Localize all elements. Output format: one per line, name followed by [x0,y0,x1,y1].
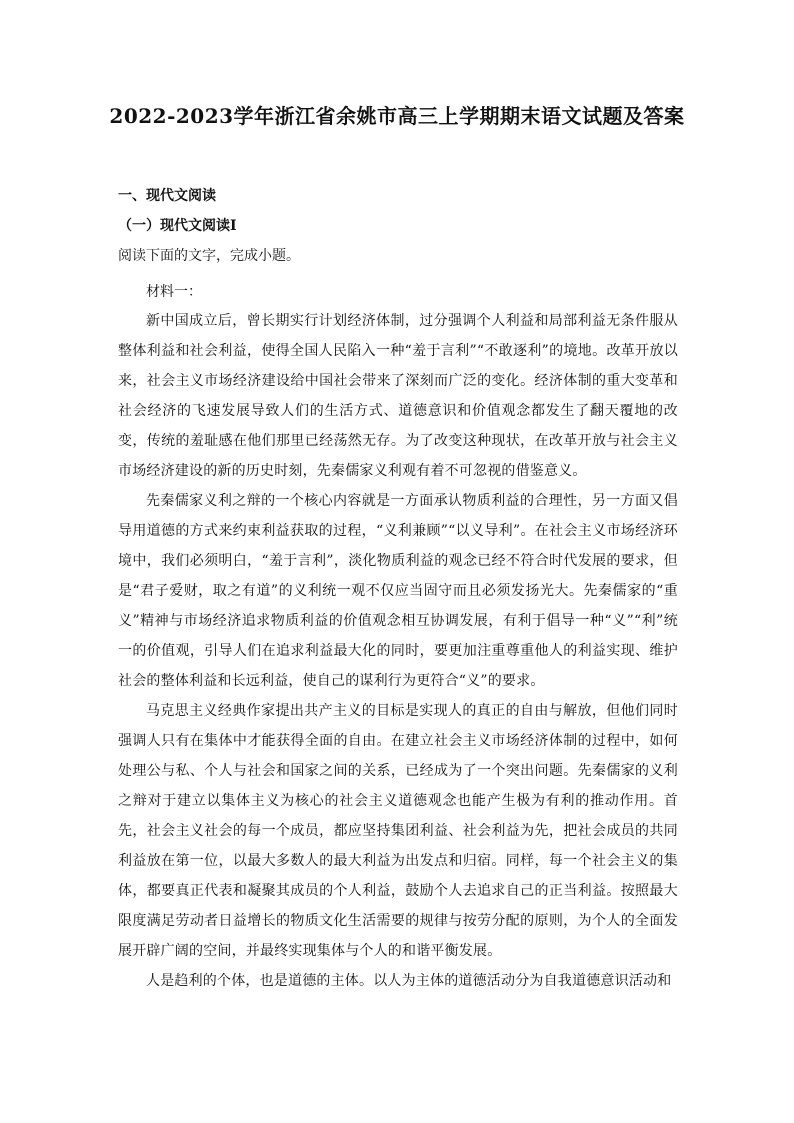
instruction-text: 阅读下面的文字，完成小题。 [118,248,300,264]
paragraph-4: 人是趋利的个体，也是道德的主体。以人为主体的道德活动分为自我道德意识活动和 [146,973,672,989]
section-heading: 一、现代文阅读 [118,188,216,204]
subsection-heading: （一）现代文阅读Ⅰ [118,218,237,234]
article-body [118,306,678,996]
document-title: 2022-2023学年浙江省余姚市高三上学期期末语文试题及答案 [109,104,685,128]
paragraph-1: 新中国成立后，曾长期实行计划经济体制，过分强调个人利益和局部利益无条件服从整体利益和社会利益，使得全国人民陷入一种“羞于言利”“不敢逐利”的境地。改革开放以来，社会主义市场经济建设给中国社会带来了深刻而广泛的变化。经济体制的重大变革和社会经济的飞速发展导致人们的生活方式、道德意识和价值观念都发生了翻天覆地的改变，传统的羞耻感在他们那里已经荡然无存。为了改变这种现状，在改革开放与社会主义市场经济建设的新的历史时刻，先秦儒家义利观有着不可忽视的借鉴意义。 [118,313,678,479]
paragraph-3: 马克思主义经典作家提出共产主义的目标是实现人的真正的自由与解放，但他们同时强调人只有在集体中才能获得全面的自由。在建立社会主义市场经济体制的过程中，如何处理公与私、个人与社会和国家之间的关系，已经成为了一个突出问题。先秦儒家的义利之辩对于建立以集体主义为核心的社会主义道德观念也能产生极为有利的推动作用。首先，社会主义社会的每一个成员，都应坚持集团利益、社会利益为先，把社会成员的共同利益放在第一位，以最大多数人的最大利益为出发点和归宿。同样，每一个社会主义的集体，都要真正代表和凝聚其成员的个人利益，鼓励个人去追求自己的正当利益。按照最大限度满足劳动者日益增长的物质文化生活需要的规律与按劳分配的原则，为个人的全面发展开辟广阔的空间，并最终实现集体与个人的和谐平衡发展。 [118,703,678,959]
paragraph-2: 先秦儒家义利之辩的一个核心内容就是一方面承认物质利益的合理性，另一方面又倡导用道德的方式来约束利益获取的过程，“义利兼顾”“以义导利”。在社会主义市场经济环境中，我们必须明白，“羞于言利”，淡化物质利益的观念已经不符合时代发展的要求，但是“君子爱财，取之有道”的义利统一观不仅应当固守而且必须发扬光大。先秦儒家的“重义”精神与市场经济追求物质利益的价值观念相互协调发展，有利于倡导一种“义”“利”统一的价值观，引导人们在追求利益最大化的同时，要更加注重尊重他人的利益实现、维护社会的整体利益和长远利益，使自己的谋利行为更符合“义”的要求。 [118,493,678,689]
material-label: 材料一： [146,284,202,300]
